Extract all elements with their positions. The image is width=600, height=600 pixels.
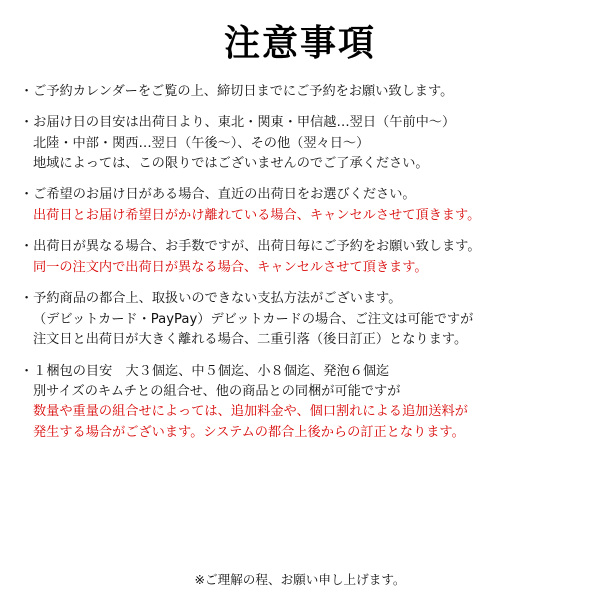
list-item [20,362,580,444]
notice-line: ・予約商品の都合上、取扱いのできない支払方法がございます。 [20,291,402,307]
list-item [20,289,580,350]
list-item [20,185,580,226]
notice-line: ・お届け日の目安は出荷日より、東北・関東・甲信越…翌日（午前中〜） [20,115,456,131]
notice-line: 別サイズのキムチとの組合せ、他の商品との同梱が可能ですが [33,384,401,400]
list-item [20,237,580,278]
notice-line: ・ご予約カレンダーをご覧の上、締切日までにご予約をお願い致します。 [20,83,454,99]
notice-line-warning: 出荷日とお届け希望日がかけ離れている場合、キャンセルさせて頂きます。 [33,207,481,223]
notice-list [14,82,586,561]
list-item [20,113,580,174]
page-title: 注意事項 [223,23,376,64]
notice-line: ・１梱包の目安 大３個迄、中５個迄、小８個迄、発泡６個迄 [20,363,390,379]
notice-line-warning: 同一の注文内で出荷日が異なる場合、キャンセルさせて頂きます。 [33,259,428,275]
notice-line: ・出荷日が異なる場合、お手数ですが、出荷日毎にご予約をお願い致します。 [20,239,481,255]
notice-line: ・ご希望のお届け日がある場合、直近の出荷日をお選びください。 [20,187,416,203]
footer-note: ※ご理解の程、お願い申し上げます。 [194,572,406,587]
notice-line-warning: 発生する場合がございます。システムの都合上後からの訂正となります。 [33,424,465,440]
notice-line: 地域によっては、この限りではございませんのでご了承ください。 [33,155,429,171]
notice-line: （デビットカード・PayPay）デビットカードの場合、ご注文は可能ですが [33,311,474,327]
notice-line-warning: 数量や重量の組合せによっては、追加料金や、個口割れによる追加送料が [33,404,468,420]
notice-line: 注文日と出荷日が大きく離れる場合、二重引落（後日訂正）となります。 [33,332,468,348]
list-item [20,82,580,102]
notice-line: 北陸・中部・関西…翌日（午後〜）、その他（翌々日〜） [33,135,370,151]
